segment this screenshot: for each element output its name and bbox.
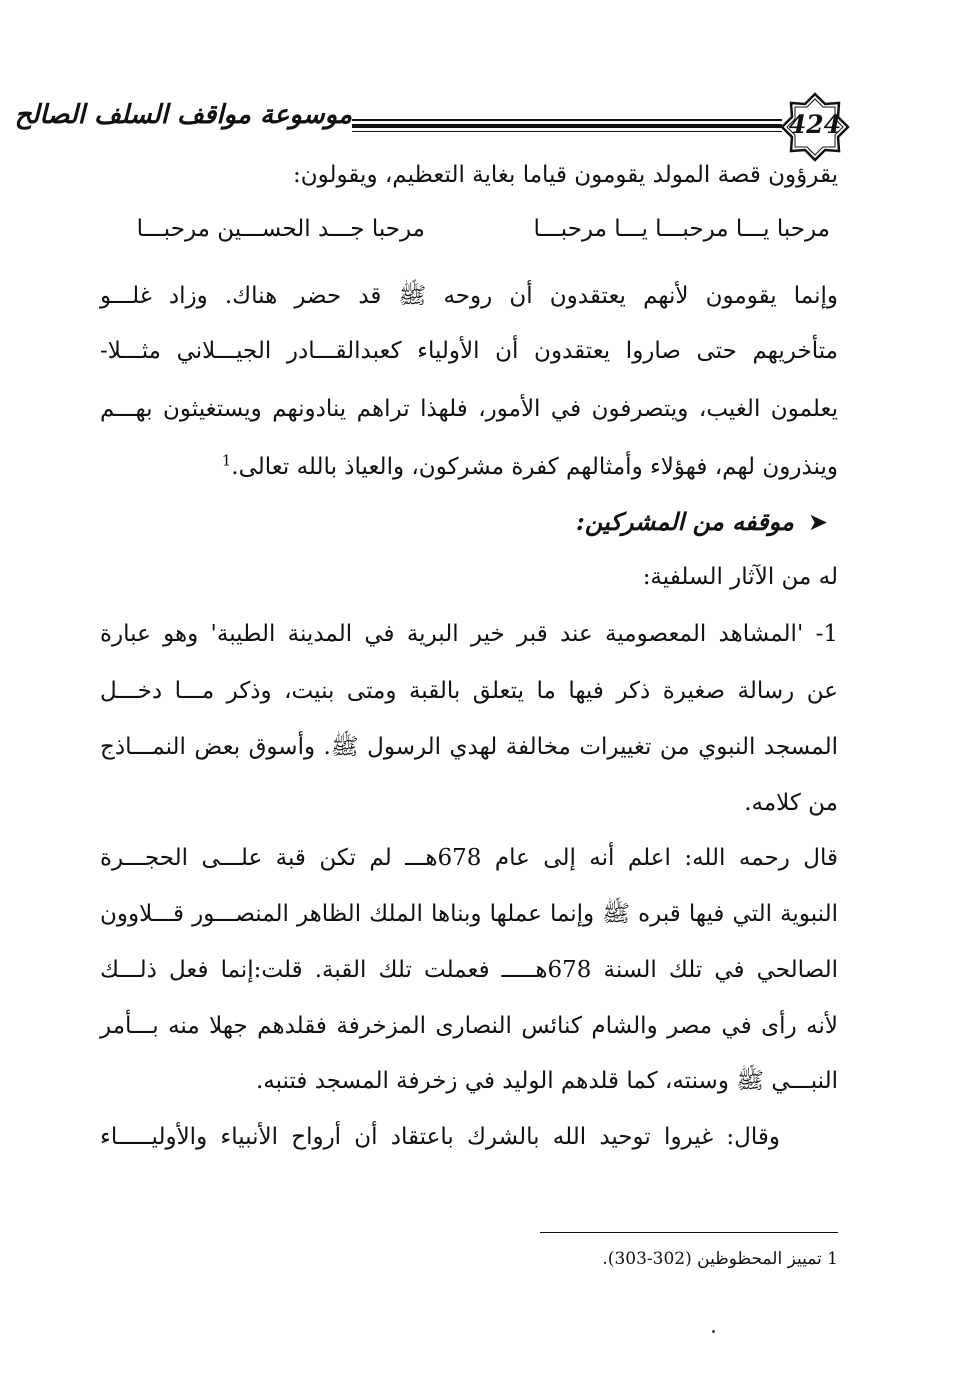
stray-mark <box>712 1330 715 1333</box>
section-heading <box>300 505 828 539</box>
series-title: موسوعة مواقف السلف الصالح <box>14 100 352 130</box>
paragraph-subheading: له من الآثار السلفية: <box>642 564 838 590</box>
page-number: 424 <box>788 110 842 139</box>
poem-first-half: مرحبا يـــا مرحبـــا يـــا مرحبـــا <box>533 216 830 242</box>
paragraph-line: الصالحي في تلك السنة 678هـــــ فعملت تلك القبة. قلت:إنما فعل ذلـــك <box>100 957 839 983</box>
footnote-divider <box>540 1232 838 1233</box>
paragraph-line: من كلامه. <box>744 790 838 816</box>
paragraph-line: النبوية التي فيها قبره ﷺ وإنما عملها وبناها الملك الظاهر المنصـــور قـــلاوون <box>100 901 838 927</box>
paragraph-line: متأخريهم حتى صاروا يعتقدون أن الأولياء كعبدالقـــادر الجيـــلاني مثـــلا- <box>100 338 838 364</box>
paragraph-line: 1- 'المشاهد المعصومية عند قبر خير البرية في المدينة الطيبة' وهو عبارة <box>100 621 838 647</box>
paragraph-line: النبـــي ﷺ وسنته، كما قلدهم الوليد في زخرفة المسجد فتنبه. <box>255 1068 838 1094</box>
paragraph-line-with-footnote <box>100 452 838 482</box>
paragraph-line: وقال: غيروا توحيد الله بالشرك باعتقاد أن أرواح الأنبياء والأوليـــــاء <box>100 1124 780 1150</box>
page-number-badge <box>780 92 850 162</box>
page-header <box>14 92 850 162</box>
section-heading-text: موقفه من المشركين: <box>576 507 794 536</box>
paragraph-line: لأنه رأى في مصر والشام كنائس النصارى المزخرفة فقلدهم جهلا منه بـــأمر <box>100 1013 838 1039</box>
footnote-marker: 1 <box>221 451 232 470</box>
paragraph-line: وينذرون لهم، فهؤلاء وأمثالهم كفرة مشركون، والعياذ بالله تعالى. <box>231 454 838 480</box>
paragraph-line: قال رحمه الله: اعلم أنه إلى عام 678هـــ لم تكن قبة علـــى الحجـــرة <box>100 845 838 871</box>
paragraph-line: المسجد النبوي من تغييرات مخالفة لهدي الرسول ﷺ. وأسوق بعض النمـــاذج <box>100 734 838 760</box>
poem-second-half: مرحبا جـــد الحســـين مرحبـــا <box>136 216 425 242</box>
header-rule <box>352 119 782 131</box>
arrow-bullet-icon: ➤ <box>807 508 828 536</box>
paragraph-intro: يقرؤون قصة المولد يقومون قياما بغاية التعظيم، ويقولون: <box>293 162 838 188</box>
paragraph-line: عن رسالة صغيرة ذكر فيها ما يتعلق بالقبة ومتى بنيت، وذكر مـــا دخـــل <box>100 678 838 704</box>
paragraph-line: يعلمون الغيب، ويتصرفون في الأمور، فلهذا تراهم ينادونهم ويستغيثون بهـــم <box>100 396 838 422</box>
paragraph-line: وإنما يقومون لأنهم يعتقدون أن روحه ﷺ قد حضر هناك. وزاد غلـــو <box>100 283 838 309</box>
footnote: 1 تمييز المحظوظين (302-303). <box>602 1249 838 1269</box>
